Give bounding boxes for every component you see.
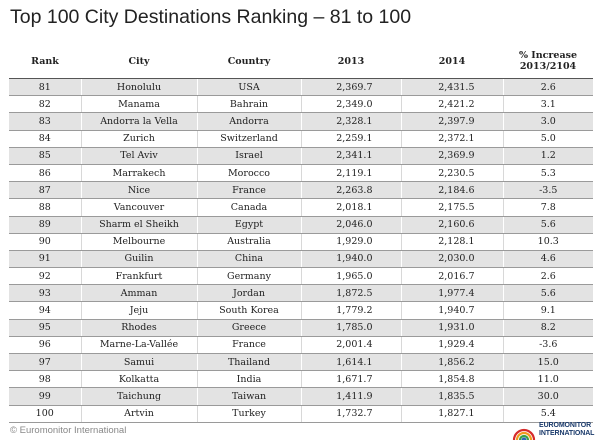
cell-2013: 2,259.1 — [301, 130, 401, 147]
table-row — [9, 285, 593, 302]
cell-pct-increase: 30.0 — [503, 388, 593, 405]
copyright-text: © Euromonitor International — [10, 425, 127, 436]
cell-2013: 1,785.0 — [301, 319, 401, 336]
cell-pct-increase: 3.1 — [503, 96, 593, 113]
cell-city: Tel Aviv — [81, 147, 197, 164]
cell-pct-increase: 5.0 — [503, 130, 593, 147]
cell-pct-increase: 5.3 — [503, 164, 593, 181]
cell-2013: 1,965.0 — [301, 268, 401, 285]
logo-line1: EUROMONITOR — [539, 422, 592, 429]
cell-2013: 2,263.8 — [301, 182, 401, 199]
cell-pct-increase: 11.0 — [503, 371, 593, 388]
cell-rank: 94 — [9, 302, 81, 319]
table-row — [9, 371, 593, 388]
cell-pct-increase: 10.3 — [503, 233, 593, 250]
cell-2014: 1,977.4 — [401, 285, 503, 302]
cell-2013: 2,119.1 — [301, 164, 401, 181]
cell-pct-increase: 2.6 — [503, 268, 593, 285]
cell-country: India — [197, 371, 301, 388]
header-country: Country — [197, 44, 301, 79]
cell-city: Honolulu — [81, 79, 197, 96]
cell-city: Sharm el Sheikh — [81, 216, 197, 233]
cell-rank: 82 — [9, 96, 81, 113]
cell-2013: 1,940.0 — [301, 250, 401, 267]
header-rank: Rank — [9, 44, 81, 79]
cell-2013: 2,046.0 — [301, 216, 401, 233]
table-row — [9, 130, 593, 147]
cell-2014: 1,835.5 — [401, 388, 503, 405]
cell-rank: 85 — [9, 147, 81, 164]
cell-2014: 2,030.0 — [401, 250, 503, 267]
cell-2014: 2,421.2 — [401, 96, 503, 113]
table-row — [9, 182, 593, 199]
header-2014: 2014 — [401, 44, 503, 79]
cell-city: Zurich — [81, 130, 197, 147]
table-row — [9, 268, 593, 285]
cell-city: Jeju — [81, 302, 197, 319]
rainbow-arc-logo-icon — [512, 420, 536, 442]
cell-city: Manama — [81, 96, 197, 113]
header-city: City — [81, 44, 197, 79]
euromonitor-logo — [512, 414, 598, 446]
table-row — [9, 164, 593, 181]
cell-pct-increase: 8.2 — [503, 319, 593, 336]
cell-country: Turkey — [197, 405, 301, 422]
cell-2013: 2,001.4 — [301, 336, 401, 353]
cell-2014: 1,856.2 — [401, 354, 503, 371]
cell-2014: 2,175.5 — [401, 199, 503, 216]
cell-country: Taiwan — [197, 388, 301, 405]
cell-city: Marrakech — [81, 164, 197, 181]
cell-pct-increase: 5.6 — [503, 216, 593, 233]
header-pct-line1: % Increase — [518, 50, 578, 61]
cell-city: Marne-La-Vallée — [81, 336, 197, 353]
cell-2014: 2,369.9 — [401, 147, 503, 164]
page-title: Top 100 City Destinations Ranking – 81 to 100 — [10, 6, 412, 28]
cell-2013: 1,779.2 — [301, 302, 401, 319]
cell-country: Bahrain — [197, 96, 301, 113]
cell-2014: 1,940.7 — [401, 302, 503, 319]
cell-rank: 89 — [9, 216, 81, 233]
cell-city: Andorra la Vella — [81, 113, 197, 130]
cell-2013: 1,671.7 — [301, 371, 401, 388]
cell-rank: 98 — [9, 371, 81, 388]
cell-rank: 81 — [9, 79, 81, 96]
cell-country: China — [197, 250, 301, 267]
table-row — [9, 250, 593, 267]
cell-city: Melbourne — [81, 233, 197, 250]
header-pct-line2: 2013/2104 — [519, 61, 577, 72]
cell-country: France — [197, 182, 301, 199]
cell-2013: 2,349.0 — [301, 96, 401, 113]
cell-rank: 95 — [9, 319, 81, 336]
ranking-table — [9, 44, 593, 423]
cell-rank: 88 — [9, 199, 81, 216]
header-2013: 2013 — [301, 44, 401, 79]
cell-2013: 1,732.7 — [301, 405, 401, 422]
table-row — [9, 405, 593, 422]
cell-pct-increase: 9.1 — [503, 302, 593, 319]
cell-city: Frankfurt — [81, 268, 197, 285]
table-row — [9, 233, 593, 250]
cell-2014: 2,230.5 — [401, 164, 503, 181]
cell-rank: 90 — [9, 233, 81, 250]
cell-rank: 93 — [9, 285, 81, 302]
table-body — [9, 79, 593, 423]
cell-2013: 1,614.1 — [301, 354, 401, 371]
cell-pct-increase: 15.0 — [503, 354, 593, 371]
cell-city: Kolkatta — [81, 371, 197, 388]
cell-pct-increase: 7.8 — [503, 199, 593, 216]
cell-2014: 2,128.1 — [401, 233, 503, 250]
cell-2013: 2,018.1 — [301, 199, 401, 216]
cell-rank: 99 — [9, 388, 81, 405]
cell-country: Australia — [197, 233, 301, 250]
logo-line2: INTERNATIONAL — [539, 430, 595, 437]
cell-pct-increase: 3.0 — [503, 113, 593, 130]
table-row — [9, 388, 593, 405]
cell-pct-increase: 4.6 — [503, 250, 593, 267]
cell-city: Guilin — [81, 250, 197, 267]
cell-city: Amman — [81, 285, 197, 302]
cell-city: Rhodes — [81, 319, 197, 336]
cell-2014: 1,931.0 — [401, 319, 503, 336]
cell-rank: 84 — [9, 130, 81, 147]
cell-rank: 100 — [9, 405, 81, 422]
cell-country: South Korea — [197, 302, 301, 319]
cell-country: Thailand — [197, 354, 301, 371]
cell-country: Morocco — [197, 164, 301, 181]
cell-2014: 1,854.8 — [401, 371, 503, 388]
table-row — [9, 96, 593, 113]
cell-country: France — [197, 336, 301, 353]
cell-2014: 2,397.9 — [401, 113, 503, 130]
table-row — [9, 302, 593, 319]
cell-2014: 2,016.7 — [401, 268, 503, 285]
cell-country: Egypt — [197, 216, 301, 233]
cell-rank: 83 — [9, 113, 81, 130]
cell-country: USA — [197, 79, 301, 96]
table-row — [9, 113, 593, 130]
table-row — [9, 79, 593, 96]
cell-city: Nice — [81, 182, 197, 199]
cell-pct-increase: 2.6 — [503, 79, 593, 96]
table-row — [9, 216, 593, 233]
cell-rank: 92 — [9, 268, 81, 285]
cell-2013: 1,929.0 — [301, 233, 401, 250]
cell-city: Vancouver — [81, 199, 197, 216]
cell-2013: 1,411.9 — [301, 388, 401, 405]
cell-city: Samui — [81, 354, 197, 371]
cell-2014: 1,827.1 — [401, 405, 503, 422]
cell-country: Jordan — [197, 285, 301, 302]
table-row — [9, 319, 593, 336]
cell-country: Andorra — [197, 113, 301, 130]
cell-pct-increase: 5.4 — [503, 405, 593, 422]
cell-country: Israel — [197, 147, 301, 164]
cell-rank: 87 — [9, 182, 81, 199]
cell-2014: 2,431.5 — [401, 79, 503, 96]
cell-pct-increase: 1.2 — [503, 147, 593, 164]
cell-rank: 86 — [9, 164, 81, 181]
cell-2014: 2,184.6 — [401, 182, 503, 199]
table-row — [9, 336, 593, 353]
cell-2013: 2,328.1 — [301, 113, 401, 130]
cell-country: Canada — [197, 199, 301, 216]
cell-pct-increase: -3.6 — [503, 336, 593, 353]
cell-pct-increase: 5.6 — [503, 285, 593, 302]
cell-2014: 2,160.6 — [401, 216, 503, 233]
cell-country: Greece — [197, 319, 301, 336]
table-row — [9, 147, 593, 164]
cell-2014: 2,372.1 — [401, 130, 503, 147]
cell-rank: 91 — [9, 250, 81, 267]
cell-city: Taichung — [81, 388, 197, 405]
cell-pct-increase: -3.5 — [503, 182, 593, 199]
header-pct-increase — [503, 44, 593, 79]
table-row — [9, 354, 593, 371]
table-header-row — [9, 44, 593, 79]
cell-country: Switzerland — [197, 130, 301, 147]
cell-2013: 1,872.5 — [301, 285, 401, 302]
cell-rank: 97 — [9, 354, 81, 371]
cell-2013: 2,369.7 — [301, 79, 401, 96]
logo-text — [539, 422, 594, 438]
cell-2014: 1,929.4 — [401, 336, 503, 353]
cell-city: Artvin — [81, 405, 197, 422]
table-row — [9, 199, 593, 216]
cell-rank: 96 — [9, 336, 81, 353]
cell-country: Germany — [197, 268, 301, 285]
cell-2013: 2,341.1 — [301, 147, 401, 164]
